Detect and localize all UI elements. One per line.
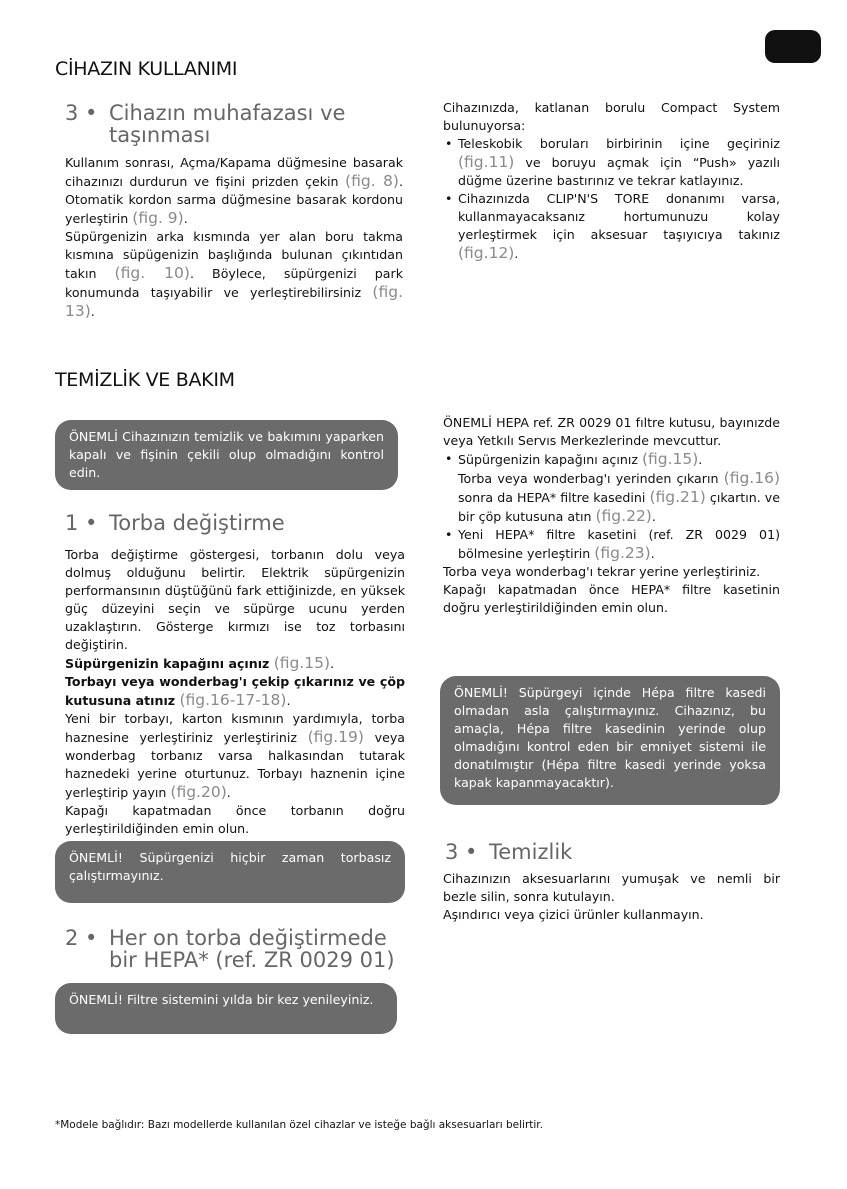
heading-line: Temizlik [489, 840, 573, 864]
paragraph [443, 581, 780, 617]
paragraph [65, 710, 405, 802]
text-run: . [514, 246, 519, 261]
bag-change-text [65, 546, 405, 838]
heading-hepa [65, 927, 395, 971]
text-run: Torba veya wonderbag'ı tekrar yerine yerleştiriniz. [443, 564, 761, 579]
figure-reference: (fig.15) [273, 654, 331, 672]
text-run: . [330, 656, 335, 671]
text-run: . [183, 211, 188, 226]
figure-reference: (fig. 10) [114, 264, 190, 282]
heading-line: Torba değiştirme [109, 511, 285, 535]
text-run: ÖNEMLİ HEPA ref. ZR 0029 01 fıltre kutusu, bayınızde veya Yetkılı Servıs Merkezlerinde mevcuttur. [443, 415, 780, 448]
figure-reference: (fig.22) [595, 507, 652, 525]
figure-reference: (fig. 13) [65, 283, 403, 320]
figure-reference: (fig.12) [458, 244, 515, 262]
text-run: Teleskobik boruları birbirinin içine geçiriniz [458, 136, 780, 151]
heading-bag-change [65, 512, 285, 534]
text-run: Kapağı kapatmadan önce torbanın doğru yerleştirildiğinden emin olun. [65, 803, 405, 836]
figure-reference: (fig.21) [649, 488, 706, 506]
text-run: . Böylece, süpürgenizi park konumunda taşıyabilir ve yerleştirebilirsiniz [65, 266, 403, 300]
text-run: . Otomatik kordon sarma düğmesine basarak kordonu yerleştirin [65, 174, 403, 226]
figure-reference: (fig. 8) [345, 172, 399, 190]
paragraph [65, 228, 403, 321]
figure-reference: (fig.11) [458, 153, 515, 171]
important-note-hepa-required: ÖNEMLİ! Süpürgeyi içinde Hépa filtre kasedi olmadan asla çalıştırmayınız. Cihazınız, bu amaçla, Hépa filtre kasedinin yerinde olup olmadığını kontrol eden bir emniyet sistemi ile donatılmıştır (Hépa filtre kasedi yerinde yoksa kapak kapanmayacaktır). [440, 676, 780, 805]
important-note-unplug: ÖNEMLİ Cihazınızın temizlik ve bakımını yaparken kapalı ve fişinin çekili olup olmadığını kontrol edin. [55, 420, 398, 490]
paragraph [65, 154, 403, 228]
figure-reference: (fig.16-17-18) [179, 691, 287, 709]
bullet-item [443, 190, 780, 263]
text-run: . [698, 452, 703, 467]
text-run: . [651, 509, 656, 524]
text-run: Yeni bir torbayı, karton kısmının yardımıyla, torba haznesine yerleştiriniz yerleştiriniz [65, 711, 405, 745]
paragraph [443, 99, 780, 135]
text-run: Cihazınızın aksesuarlarını yumuşak ve nemli bir bezle silin, sonra kutulayın. [443, 871, 780, 904]
text-run: . [650, 546, 655, 561]
text-run: Torba veya wonderbag'ı yerinden çıkarın [458, 471, 724, 486]
paragraph [65, 673, 405, 710]
heading-number: 1 • [65, 511, 98, 535]
text-run: Kapağı kapatmadan önce HEPA* filtre kasetinin doğru yerleştirildiğinden emin olun. [443, 582, 780, 615]
paragraph [443, 414, 780, 450]
heading-line: taşınması [109, 123, 211, 147]
heading-line: bir HEPA* (ref. ZR 0029 01) [109, 948, 395, 972]
section-title-usage: CİHAZIN KULLANIMI [55, 58, 238, 80]
heading-line: Her on torba değiştirmede [109, 926, 387, 950]
text-run: Kullanım sonrası, Açma/Kapama düğmesine basarak cihazınızı durdurun ve fişini prizden çekin [65, 155, 403, 189]
footnote: *Modele bağlıdır: Bazı modellerde kullanılan özel cihazlar ve isteğe bağlı aksesuarları belirtir. [55, 1119, 543, 1131]
paragraph [65, 546, 405, 654]
text-run: Yeni HEPA* filtre kasetini (ref. ZR 0029 01) bölmesine yerleştirin [458, 527, 780, 561]
paragraph [443, 906, 780, 924]
paragraph [65, 654, 405, 673]
cleaning-text [443, 870, 780, 924]
text-run: Cihazınızda, katlanan borulu Compact System bulunuyorsa: [443, 100, 780, 133]
figure-reference: (fig.20) [170, 783, 227, 801]
text-run: çıkartın. ve bir çöp kutusuna atın [458, 490, 780, 524]
paragraph [443, 469, 780, 526]
figure-reference: (fig.23) [594, 544, 651, 562]
text-run: sonra da HEPA* filtre kasedini [458, 490, 650, 505]
text-run: Torbayı veya wonderbag'ı çekip çıkarınız ve çöp kutusuna atınız [65, 674, 405, 708]
text-run: . [226, 785, 231, 800]
figure-reference: (fig.16) [723, 469, 780, 487]
bullet-item [443, 526, 780, 563]
text-run: ve boruyu açmak için “Push» yazılı düğme üzerine bastırınız ve tekrar katlayınız. [458, 155, 780, 188]
text-run: Süpürgenizin arka kısmında yer alan boru takma kısmına süpügenizin başlığında bulunan çıkıntıdan takın [65, 229, 403, 281]
text-run: Süpürgenizin kapağını açınız [458, 452, 642, 467]
text-run: Aşındırıcı veya çizici ürünler kullanmayın. [443, 907, 704, 922]
paragraph [443, 870, 780, 906]
section-title-cleaning: TEMİZLİK VE BAKIM [55, 369, 235, 391]
heading-storage [65, 102, 345, 146]
hepa-text [443, 414, 780, 617]
heading-line: Cihazın muhafazası ve [109, 101, 346, 125]
heading-number: 3 • [445, 840, 478, 864]
paragraph [443, 563, 780, 581]
text-run: Cihazınızda CLIP'N'S TORE donanımı varsa, kullanmayacaksanız hortumunuzu kolay yerleştirmek için aksesuar taşıyıcıya takınız [458, 191, 780, 242]
text-run: . [286, 693, 291, 708]
figure-reference: (fig.19) [307, 728, 364, 746]
important-note-filter-yearly: ÖNEMLİ! Filtre sistemini yılda bir kez yenileyiniz. [55, 983, 397, 1034]
heading-cleaning [445, 841, 572, 863]
figure-reference: (fig.15) [641, 450, 699, 468]
text-run: Torba değiştirme göstergesi, torbanın dolu veya dolmuş olduğunu belirtir. Elektrik süpürgenizin performansının düştüğünü fark ettiğinizde, en yüksek güç düzeyini seçin ve süpürge ucunu yerden uzaklaştırın. Gösterge kırmızı ise toz torbasını değiştirin. [65, 547, 405, 652]
paragraph [65, 802, 405, 838]
heading-number: 3 • [65, 101, 98, 125]
important-note-no-bag: ÖNEMLİ! Süpürgenizi hiçbir zaman torbasız çalıştırmayınız. [55, 841, 405, 903]
page-tab-marker [765, 30, 821, 63]
heading-number: 2 • [65, 926, 98, 950]
text-run: . [90, 304, 95, 319]
text-run: Süpürgenizin kapağını açınız [65, 656, 274, 671]
figure-reference: (fig. 9) [132, 209, 184, 227]
compact-system-text [443, 99, 780, 263]
text-run: veya wonderbag torbanız varsa halkasından tutarak haznedeki yerine oturtunuz. Torbayı haznenin içine yerleştirip yayın [65, 730, 406, 800]
bullet-item [443, 450, 780, 469]
storage-text [65, 154, 403, 321]
bullet-item [443, 135, 780, 190]
